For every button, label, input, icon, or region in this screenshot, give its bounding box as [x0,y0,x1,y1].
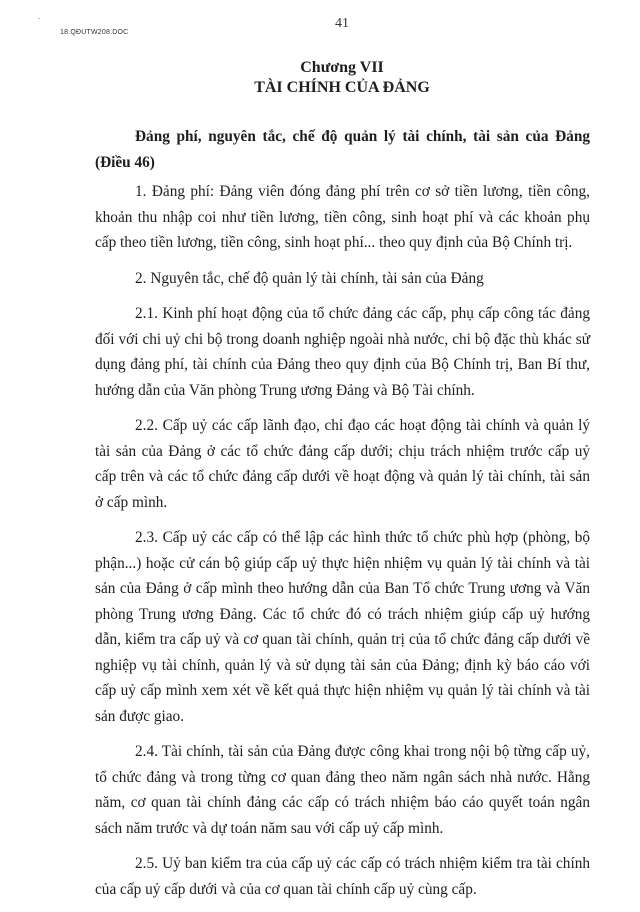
page-number: 41 [335,16,349,31]
text-line: khoản thu nhập coi như tiền lương, tiền công, sinh hoạt phí và các khoản phụ [95,208,590,226]
text-line: 2.2. Cấp uỷ các cấp lãnh đạo, chỉ đạo các hoạt động tài chính và quản lý [135,417,590,434]
text-line: đối với chi uỷ chi bộ trong doanh nghiệp ngoài nhà nước, chi bộ đặc thù khác sử [95,330,590,348]
text-line: sản của Đảng ở cấp mình theo hướng dẫn của Ban Tổ chức Trung ương và Văn [95,580,590,597]
text-line: nghiệp vụ tài chính, quản lý và sử dụng tài sản của Đảng; định kỳ báo cáo với [95,656,590,674]
text-line: cấp theo tiền lương, tiền công, sinh hoạt phí... theo quy định của Bộ Chính trị. [95,234,573,251]
chapter-title: TÀI CHÍNH CỦA ĐẢNG [254,79,430,96]
text-line: 2.1. Kinh phí hoạt động của tổ chức đảng các cấp, phụ cấp công tác đảng [135,305,590,322]
article-heading [95,124,590,175]
text-line: 2.3. Cấp uỷ các cấp có thể lập các hình thức tổ chức phù hợp (phòng, bộ [135,529,590,546]
text-line: dẫn, kiểm tra cấp uỷ và cơ quan tài chính, quản trị của tổ chức đảng cấp dưới về [95,631,590,648]
text-line: sản được giao. [95,707,185,725]
paragraph-2-2 [95,413,590,515]
text-line: phận...) hoặc cử cán bộ giúp cấp uỷ thực hiện nhiệm vụ quản lý tài chính và tài [95,554,590,572]
paragraph-2-4 [95,739,590,841]
text-line: sách năm trước và dự toán năm sau với cấp uỷ cấp mình. [95,819,444,837]
text-line: dụng đảng phí, tài chính của Đảng theo quy định của Bộ Chính trị, Ban Bí thư, [95,356,590,373]
paragraph-party-fee [95,179,590,256]
heading-line: (Điều 46) [95,153,155,171]
text-line: phòng Trung ương Đảng. Các tổ chức đó có trách nhiệm giúp cấp uỷ hướng [95,605,590,623]
margin-mark: - [38,14,41,22]
file-code: 18.QĐUTW208.DOC [60,29,129,36]
text-line: của cấp uỷ cấp dưới và của cơ quan tài chính cấp uỷ cùng cấp. [95,880,477,898]
text-line: hướng dẫn của Văn phòng Trung ương Đảng và Bộ Tài chính. [95,381,475,399]
text-line: năm, cơ quan tài chính đảng các cấp có trách nhiệm báo cáo quyết toán ngân [95,794,590,811]
text-line: cấp uỷ cấp mình xem xét về kết quả thực hiện nhiệm vụ quản lý tài chính và tài [95,682,590,699]
paragraph-2-5 [95,851,590,902]
text-line: ở cấp mình. [95,493,168,511]
text-line: 2.4. Tài chính, tài sản của Đảng được công khai trong nội bộ từng cấp uỷ, [135,743,590,760]
text-line: 2. Nguyên tắc, chế độ quản lý tài chính, tài sản của Đảng [135,269,484,287]
text-line: tổ chức đảng và trong từng cơ quan đảng theo năm ngân sách nhà nước. Hằng [95,768,590,786]
paragraph-principles [95,266,590,292]
text-line: 1. Đảng phí: Đảng viên đóng đảng phí trên cơ sở tiền lương, tiền công, [135,183,590,200]
paragraph-2-1 [95,301,590,403]
document-body [95,124,590,912]
paragraph-2-3 [95,525,590,729]
text-line: tài sản của Đảng ở các tổ chức đảng cấp dưới; chịu trách nhiệm trước cấp uỷ [95,442,590,460]
text-line: cấp trên và các tổ chức đảng cấp dưới về hoạt động và quản lý tài chính, tài sản [95,468,590,485]
chapter-number: Chương VII [300,59,384,76]
heading-line: Đảng phí, nguyên tắc, chế độ quản lý tài chính, tài sản của Đảng [135,128,590,145]
text-line: 2.5. Uỷ ban kiểm tra của cấp uỷ các cấp có trách nhiệm kiểm tra tài chính [135,855,590,872]
